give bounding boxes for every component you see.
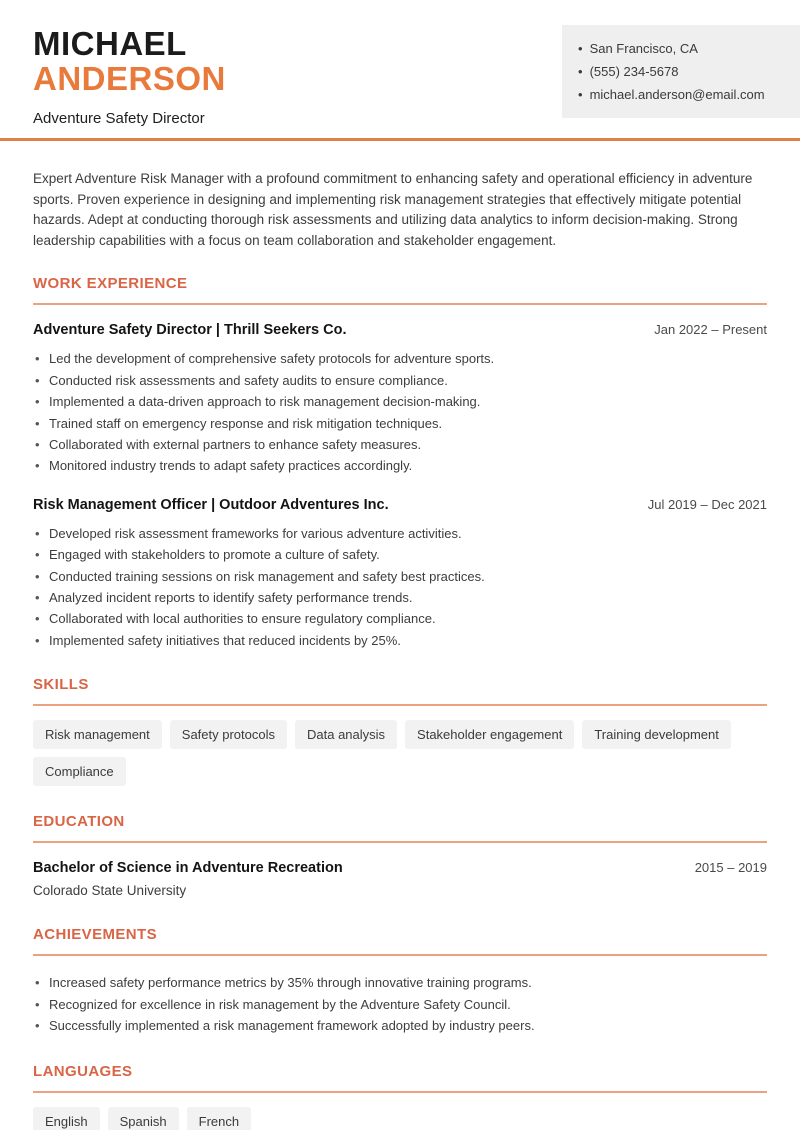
section-achievements — [33, 926, 767, 1036]
job-header-row — [33, 322, 767, 338]
contact-location-text: San Francisco, CA — [589, 41, 698, 56]
job-bullet: • Conducted risk assessments and safety audits to ensure compliance. — [33, 370, 767, 391]
education-entry — [33, 860, 767, 898]
achievement-bullet: • Successfully implemented a risk management framework adopted by industry peers. — [33, 1015, 767, 1036]
education-header-row — [33, 860, 767, 876]
contact-list — [578, 37, 784, 106]
job-bullet: • Collaborated with external partners to enhance safety measures. — [33, 434, 767, 455]
resume-body — [0, 169, 800, 1130]
job-title-company: Risk Management Officer | Outdoor Adventures Inc. — [33, 496, 389, 513]
language-tag: French — [187, 1107, 251, 1130]
languages-tag-list — [33, 1107, 767, 1130]
job-bullet: • Conducted training sessions on risk management and safety best practices. — [33, 566, 767, 587]
language-tag: Spanish — [108, 1107, 179, 1130]
bullet-dot-icon: • — [578, 41, 583, 56]
skills-heading: SKILLS — [33, 676, 767, 706]
job-bullet: • Engaged with stakeholders to promote a culture of safety. — [33, 544, 767, 565]
job-entry — [33, 497, 767, 651]
job-header-row — [33, 497, 767, 513]
skill-tag: Risk management — [33, 720, 162, 749]
job-title-company: Adventure Safety Director | Thrill Seekers Co. — [33, 322, 347, 339]
job-bullet: • Monitored industry trends to adapt safety practices accordingly. — [33, 455, 767, 476]
candidate-job-title: Adventure Safety Director — [33, 110, 205, 127]
achievement-bullet: • Increased safety performance metrics by 35% through innovative training programs. — [33, 972, 767, 993]
work-experience-heading: WORK EXPERIENCE — [33, 275, 767, 305]
contact-phone-text: (555) 234-5678 — [589, 64, 679, 79]
section-education — [33, 813, 767, 898]
contact-card — [562, 25, 800, 118]
summary-text: Expert Adventure Risk Manager with a profound commitment to enhancing safety and operational efficiency in adventure sports. Proven experience in designing and implementing risk management strategies that effectively mitigate potential hazards. Adept at conducting thorough risk assessments and utilizing data analytics to inform decision-making. Strong leadership capabilities with a focus on team collaboration and stakeholder engagement. — [33, 171, 753, 248]
section-languages — [33, 1063, 767, 1130]
education-school: Colorado State University — [33, 883, 187, 899]
job-bullet: • Collaborated with local authorities to ensure regulatory compliance. — [33, 608, 767, 629]
achievement-bullet: • Recognized for excellence in risk management by the Adventure Safety Council. — [33, 994, 767, 1015]
job-bullet: • Developed risk assessment frameworks for various adventure activities. — [33, 523, 767, 544]
job-period: Jan 2022 – Present — [654, 322, 767, 338]
contact-email-text: michael.anderson@email.com — [589, 87, 765, 102]
contact-item-email — [578, 83, 784, 106]
skill-tag: Safety protocols — [170, 720, 287, 749]
skills-tag-list — [33, 720, 767, 786]
job-bullet: • Led the development of comprehensive safety protocols for adventure sports. — [33, 348, 767, 369]
education-degree: Bachelor of Science in Adventure Recreation — [33, 860, 343, 877]
candidate-first-name: MICHAEL — [33, 25, 187, 62]
job-bullet: • Implemented safety initiatives that reduced incidents by 25%. — [33, 630, 767, 651]
skill-tag: Stakeholder engagement — [405, 720, 574, 749]
job-bullet: • Implemented a data-driven approach to risk management decision-making. — [33, 391, 767, 412]
section-work-experience — [33, 275, 767, 651]
education-period: 2015 – 2019 — [694, 860, 767, 876]
achievements-heading: ACHIEVEMENTS — [33, 926, 767, 956]
job-bullet-list — [33, 348, 767, 476]
education-heading: EDUCATION — [33, 813, 767, 843]
skill-tag: Data analysis — [295, 720, 397, 749]
job-bullet: • Analyzed incident reports to identify safety performance trends. — [33, 587, 767, 608]
bullet-dot-icon: • — [578, 64, 583, 79]
job-bullet-list — [33, 523, 767, 651]
resume-header — [0, 0, 800, 127]
languages-heading: LANGUAGES — [33, 1063, 767, 1093]
contact-item-phone — [578, 60, 784, 83]
achievements-bullet-list — [33, 972, 767, 1036]
contact-item-location — [578, 37, 784, 60]
candidate-last-name: ANDERSON — [33, 60, 226, 97]
job-entry — [33, 322, 767, 476]
bullet-dot-icon: • — [578, 87, 583, 102]
language-tag: English — [33, 1107, 100, 1130]
section-skills — [33, 676, 767, 786]
header-divider — [0, 138, 800, 141]
skill-tag: Compliance — [33, 757, 126, 786]
job-period: Jul 2019 – Dec 2021 — [647, 496, 767, 512]
job-bullet: • Trained staff on emergency response and risk mitigation techniques. — [33, 413, 767, 434]
skill-tag: Training development — [582, 720, 731, 749]
